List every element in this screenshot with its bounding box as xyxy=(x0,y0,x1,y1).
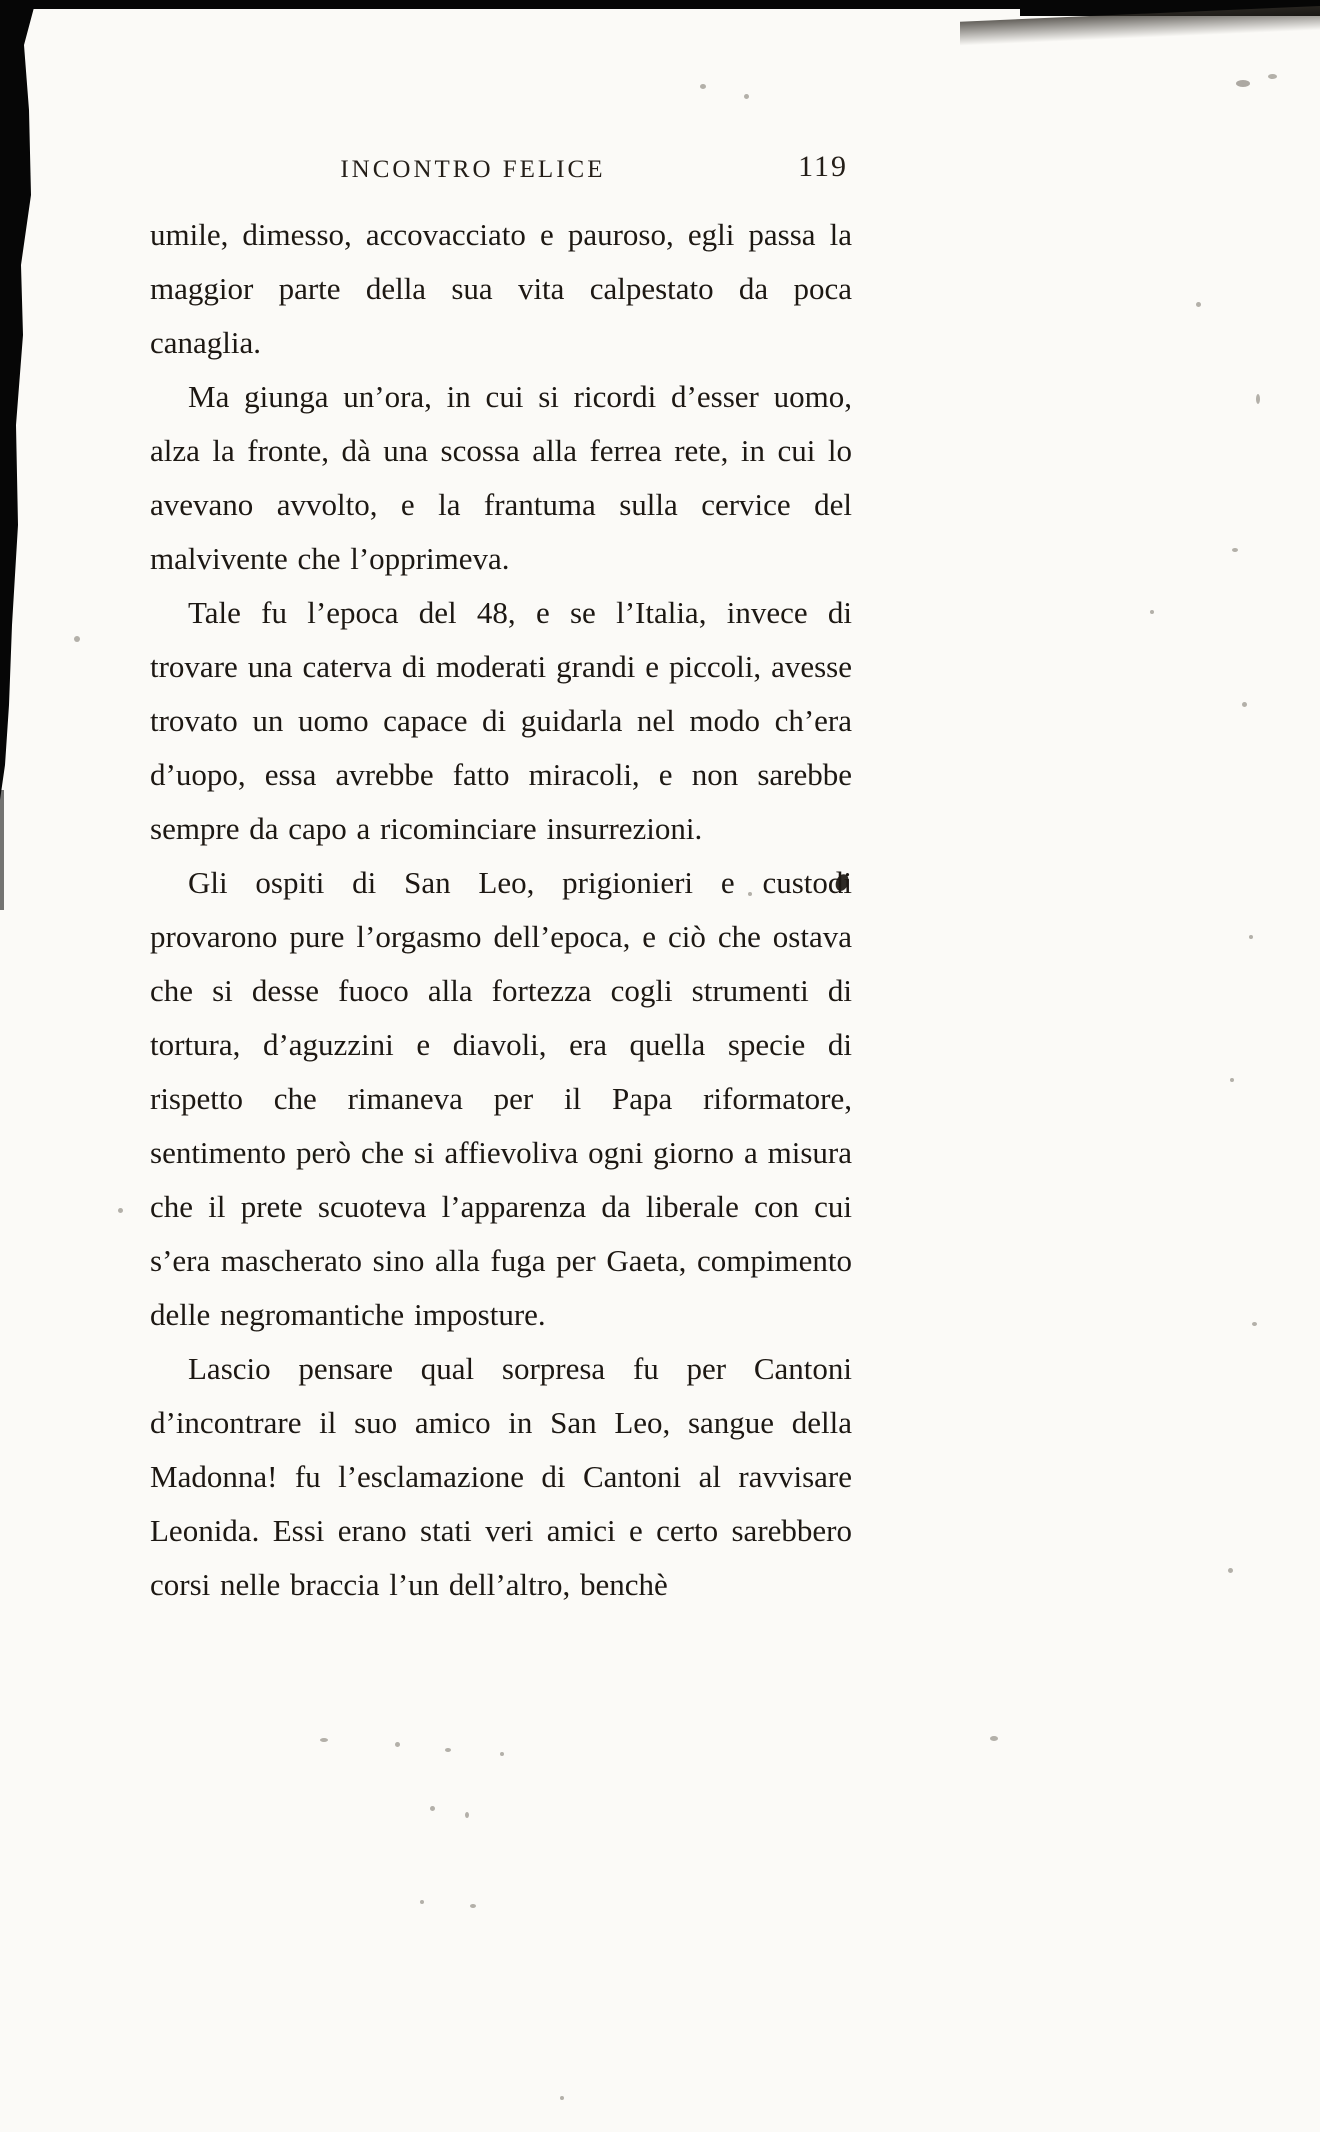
running-title: INCONTRO FELICE xyxy=(340,156,606,183)
scan-speck xyxy=(395,1742,400,1747)
scan-speck xyxy=(74,636,80,642)
scan-speck xyxy=(744,94,749,99)
scan-artifact-left-edge-tail xyxy=(0,790,4,910)
scan-speck xyxy=(990,1736,998,1741)
paragraph: Ma giunga un’ora, in cui si ricordi d’esser uomo, alza la fronte, dà una scossa alla ferrea rete, in cui lo avevano avvolto, e la frantuma sulla cervice del malvivente che l’opprimeva. xyxy=(150,379,852,576)
scan-speck xyxy=(465,1812,469,1818)
scan-speck xyxy=(420,1900,424,1904)
body-text xyxy=(150,208,852,1612)
scan-speck xyxy=(560,2096,564,2100)
paragraph: Gli ospiti di San Leo, prigionieri e custodi provarono pure l’orgasmo dell’epoca, e ciò che ostava che si desse fuoco alla fortezza cogli strumenti di tortura, d’aguzzini e diavoli, era quella specie di rispetto che rimaneva per il Papa riformatore, sentimento però che si affievoliva ogni giorno a misura che il prete scuoteva l’apparenza da liberale con cui s’era mascherato sino alla fuga per Gaeta, compimento delle negromantiche imposture. xyxy=(150,865,852,1332)
scan-artifact-left-edge xyxy=(0,0,38,800)
scan-speck xyxy=(1242,702,1247,707)
scan-speck xyxy=(1228,1568,1233,1573)
scan-speck xyxy=(1236,80,1250,87)
page-number: 119 xyxy=(798,150,848,183)
scan-speck xyxy=(700,84,706,89)
scan-speck xyxy=(1249,935,1253,939)
scan-speck xyxy=(470,1904,476,1908)
scan-speck xyxy=(445,1748,451,1752)
scan-speck xyxy=(1230,1078,1234,1082)
scan-speck xyxy=(500,1752,504,1756)
scan-speck xyxy=(1252,1322,1257,1326)
scan-speck xyxy=(118,1208,123,1213)
scan-speck xyxy=(1196,302,1201,307)
scan-speck xyxy=(320,1738,328,1742)
scan-speck xyxy=(1150,610,1154,614)
paragraph: umile, dimesso, accovacciato e pauroso, egli passa la maggior parte della sua vita calpestato da poca canaglia. xyxy=(150,217,852,360)
page-header xyxy=(150,148,852,192)
scan-speck xyxy=(1268,74,1277,79)
scan-speck xyxy=(430,1806,435,1811)
scan-speck xyxy=(1232,548,1238,552)
paragraph: Tale fu l’epoca del 48, e se l’Italia, invece di trovare una caterva di moderati grandi e piccoli, avesse trovato un uomo capace di guidarla nel modo ch’era d’uopo, essa avrebbe fatto miracoli, e non sarebbe sempre da capo a ricominciare insurrezioni. xyxy=(150,595,852,846)
paragraph: Lascio pensare qual sorpresa fu per Cantoni d’incontrare il suo amico in San Leo, sangue della Madonna! fu l’esclamazione di Cantoni al ravvisare Leonida. Essi erano stati veri amici e certo sarebbero corsi nelle braccia l’un dell’altro, benchè xyxy=(150,1351,852,1602)
scan-speck xyxy=(1256,394,1260,404)
